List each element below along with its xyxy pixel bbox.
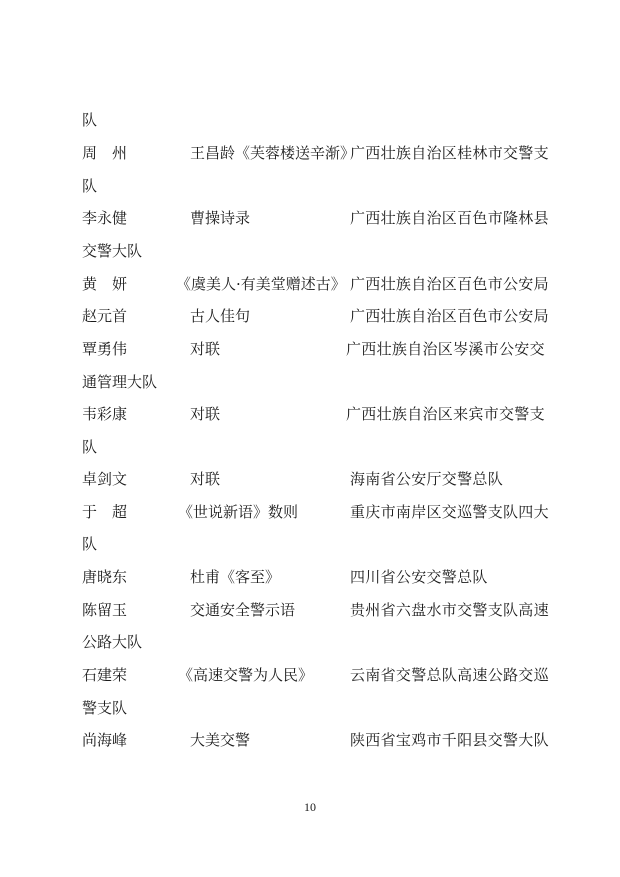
entry-work: 对联	[190, 405, 221, 423]
page-number: 10	[304, 800, 316, 814]
entry-name: 卓剑文	[82, 470, 128, 488]
entry-organization: 广西壮族自治区岑溪市公安交	[346, 340, 545, 358]
entry-organization: 重庆市南岸区交巡警支队四大	[350, 503, 549, 521]
entry-organization: 广西壮族自治区百色市公安局	[350, 307, 549, 325]
entry-work: 交通安全警示语	[190, 601, 296, 619]
entry-work: 对联	[190, 470, 221, 488]
continuation-text: 队	[82, 177, 98, 195]
entry-organization: 四川省公安交警总队	[350, 568, 488, 586]
entry-work: 《高速交警为人民》	[178, 666, 314, 684]
entry-work: 《世说新语》数则	[178, 503, 299, 521]
entry-organization: 广西壮族自治区百色市公安局	[350, 275, 549, 293]
continuation-text: 队	[82, 535, 98, 553]
entry-work: 对联	[190, 340, 221, 358]
entry-name: 李永健	[82, 209, 128, 227]
entry-name: 周 州	[82, 144, 128, 162]
continuation-text: 公路大队	[82, 633, 143, 651]
entry-work: 王昌龄《芙蓉楼送辛渐》	[190, 144, 356, 162]
entry-work: 大美交警	[190, 731, 251, 749]
continuation-text: 通管理大队	[82, 373, 158, 391]
entry-work: 杜甫《客至》	[190, 568, 281, 586]
continuation-text: 警支队	[82, 699, 128, 717]
entry-name: 赵元首	[82, 307, 128, 325]
entry-organization: 海南省公安厅交警总队	[350, 470, 504, 488]
entry-work: 古人佳句	[190, 307, 251, 325]
entry-name: 于 超	[82, 503, 128, 521]
entry-name: 韦彩康	[82, 405, 128, 423]
entry-organization: 广西壮族自治区桂林市交警支	[350, 144, 549, 162]
entry-name: 石建荣	[82, 666, 128, 684]
entry-organization: 云南省交警总队高速公路交巡	[350, 666, 549, 684]
entry-organization: 陕西省宝鸡市千阳县交警大队	[350, 731, 549, 749]
entry-work: 《虞美人·有美堂赠述古》	[176, 275, 346, 293]
entry-organization: 广西壮族自治区来宾市交警支	[346, 405, 545, 423]
entry-organization: 贵州省六盘水市交警支队高速	[350, 601, 549, 619]
entry-name: 陈留玉	[82, 601, 128, 619]
entry-name: 黄 妍	[82, 275, 128, 293]
entry-name: 覃勇伟	[82, 340, 128, 358]
entry-organization: 广西壮族自治区百色市隆林县	[350, 209, 549, 227]
continuation-text: 交警大队	[82, 242, 143, 260]
entry-name: 尚海峰	[82, 731, 128, 749]
entry-work: 曹操诗录	[190, 209, 251, 227]
continuation-text: 队	[82, 438, 98, 456]
continuation-text: 队	[82, 111, 98, 129]
entry-name: 唐晓东	[82, 568, 128, 586]
